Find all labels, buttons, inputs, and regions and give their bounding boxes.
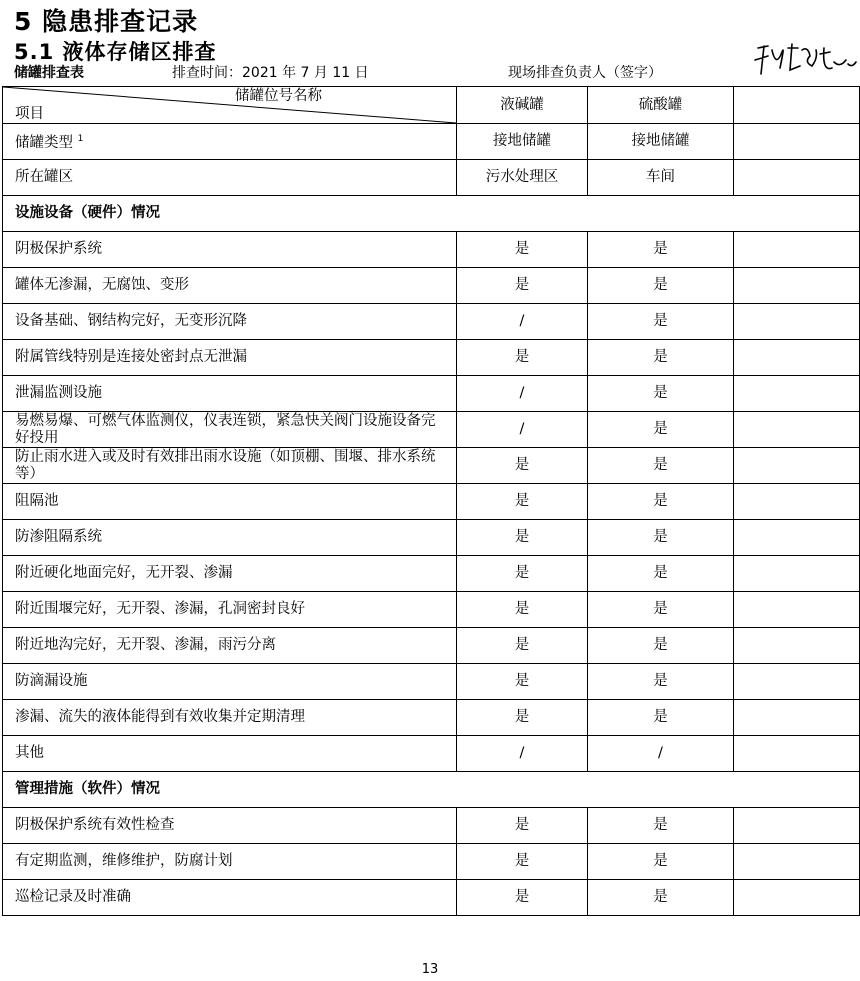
subsection-title: 5.1 液体存储区排查 — [14, 40, 217, 64]
cell-empty — [734, 808, 860, 844]
cell-value: 是 — [457, 844, 588, 880]
row-label: 防止雨水进入或及时有效排出雨水设施（如顶棚、围堰、排水系统等） — [3, 448, 457, 484]
table-row — [3, 736, 860, 772]
cell-empty — [734, 304, 860, 340]
header-row — [3, 87, 860, 124]
cell-value: 是 — [588, 808, 734, 844]
cell-value: 是 — [588, 268, 734, 304]
cell-value: 污水处理区 — [457, 160, 588, 196]
cell-empty — [734, 664, 860, 700]
cell-empty — [734, 412, 860, 448]
diagonal-header-cell — [3, 87, 457, 124]
cell-value: 是 — [457, 520, 588, 556]
row-label: 阻隔池 — [3, 484, 457, 520]
table-row — [3, 556, 860, 592]
check-time: 排查时间：2021 年 7 月 11 日 — [172, 65, 369, 81]
cell-value: 是 — [588, 484, 734, 520]
cell-value: 接地储罐 — [457, 124, 588, 160]
section-row-software — [3, 772, 860, 808]
table-row — [3, 844, 860, 880]
row-label — [3, 124, 457, 160]
row-label: 阴极保护系统 — [3, 232, 457, 268]
table-row — [3, 340, 860, 376]
col-header-sulfuric: 硫酸罐 — [588, 87, 734, 124]
cell-empty — [734, 232, 860, 268]
table-row — [3, 160, 860, 196]
cell-value: 是 — [457, 628, 588, 664]
table-row — [3, 592, 860, 628]
cell-value: 是 — [457, 232, 588, 268]
diagonal-line — [3, 87, 456, 123]
cell-value: 是 — [588, 664, 734, 700]
table-row — [3, 520, 860, 556]
cell-value: 是 — [457, 880, 588, 916]
row-label: 所在罐区 — [3, 160, 457, 196]
cell-value: 是 — [457, 340, 588, 376]
header-tank-name: 储罐位号名称 — [235, 88, 322, 104]
table-row — [3, 448, 860, 484]
cell-value: 是 — [588, 412, 734, 448]
cell-empty — [734, 700, 860, 736]
cell-value: / — [457, 412, 588, 448]
table-row — [3, 628, 860, 664]
cell-empty — [734, 628, 860, 664]
row-label: 罐体无渗漏，无腐蚀、变形 — [3, 268, 457, 304]
cell-value: 是 — [457, 484, 588, 520]
cell-empty — [734, 880, 860, 916]
tank-inspection-table — [2, 86, 860, 916]
col-header-caustic: 液碱罐 — [457, 87, 588, 124]
table-row — [3, 304, 860, 340]
table-row — [3, 124, 860, 160]
cell-value: 是 — [457, 448, 588, 484]
cell-value: 是 — [588, 232, 734, 268]
cell-value: 是 — [588, 448, 734, 484]
table-row — [3, 268, 860, 304]
row-label: 附属管线特别是连接处密封点无泄漏 — [3, 340, 457, 376]
row-label: 阴极保护系统有效性检查 — [3, 808, 457, 844]
cell-value: 车间 — [588, 160, 734, 196]
cell-empty — [734, 484, 860, 520]
table-row — [3, 808, 860, 844]
table-row — [3, 376, 860, 412]
row-label: 附近硬化地面完好，无开裂、渗漏 — [3, 556, 457, 592]
row-label: 其他 — [3, 736, 457, 772]
cell-value: 是 — [457, 808, 588, 844]
cell-value: 是 — [457, 556, 588, 592]
cell-value: 是 — [457, 268, 588, 304]
table-row — [3, 484, 860, 520]
cell-value: 是 — [588, 556, 734, 592]
section-software: 管理措施（软件）情况 — [3, 772, 860, 808]
cell-value: 是 — [588, 376, 734, 412]
cell-empty — [734, 124, 860, 160]
row-label: 防渗阻隔系统 — [3, 520, 457, 556]
cell-value: 接地储罐 — [588, 124, 734, 160]
cell-value: 是 — [588, 340, 734, 376]
page-number: 13 — [421, 962, 439, 977]
table-name: 储罐排查表 — [14, 65, 84, 81]
cell-value: 是 — [457, 700, 588, 736]
row-label: 巡检记录及时准确 — [3, 880, 457, 916]
cell-value: 是 — [588, 592, 734, 628]
responsible-label: 现场排查负责人（签字） — [508, 65, 662, 81]
row-label: 泄漏监测设施 — [3, 376, 457, 412]
cell-empty — [734, 520, 860, 556]
cell-value: 是 — [588, 628, 734, 664]
cell-empty — [734, 556, 860, 592]
header-item: 项目 — [15, 106, 44, 122]
cell-value: / — [588, 736, 734, 772]
row-label: 防滴漏设施 — [3, 664, 457, 700]
cell-value: 是 — [457, 664, 588, 700]
cell-empty — [734, 592, 860, 628]
table-row — [3, 232, 860, 268]
row-label: 设备基础、钢结构完好，无变形沉降 — [3, 304, 457, 340]
cell-empty — [734, 376, 860, 412]
cell-empty — [734, 736, 860, 772]
row-label: 有定期监测，维修维护，防腐计划 — [3, 844, 457, 880]
table-row — [3, 880, 860, 916]
tank-type-label: 储罐类型 — [15, 134, 73, 151]
cell-value: / — [457, 376, 588, 412]
footnote-mark: 1 — [77, 134, 84, 145]
table-row — [3, 412, 860, 448]
section-hardware: 设施设备（硬件）情况 — [3, 196, 860, 232]
row-label: 附近地沟完好，无开裂、渗漏，雨污分离 — [3, 628, 457, 664]
row-label: 易燃易爆、可燃气体监测仪，仪表连锁，紧急快关阀门设施设备完好投用 — [3, 412, 457, 448]
cell-value: 是 — [588, 304, 734, 340]
cell-empty — [734, 340, 860, 376]
section-row-hardware — [3, 196, 860, 232]
cell-value: 是 — [457, 592, 588, 628]
row-label: 渗漏、流失的液体能得到有效收集并定期清理 — [3, 700, 457, 736]
cell-empty — [734, 160, 860, 196]
row-label: 附近围堰完好，无开裂、渗漏，孔洞密封良好 — [3, 592, 457, 628]
cell-empty — [734, 448, 860, 484]
cell-value: / — [457, 304, 588, 340]
cell-value: / — [457, 736, 588, 772]
cell-value: 是 — [588, 520, 734, 556]
handwritten-signature — [752, 38, 857, 83]
table-row — [3, 700, 860, 736]
section-title: 5 隐患排查记录 — [14, 7, 199, 36]
cell-empty — [734, 844, 860, 880]
cell-empty — [734, 268, 860, 304]
cell-value: 是 — [588, 844, 734, 880]
cell-value: 是 — [588, 700, 734, 736]
col-header-empty — [734, 87, 860, 124]
cell-value: 是 — [588, 880, 734, 916]
table-row — [3, 664, 860, 700]
